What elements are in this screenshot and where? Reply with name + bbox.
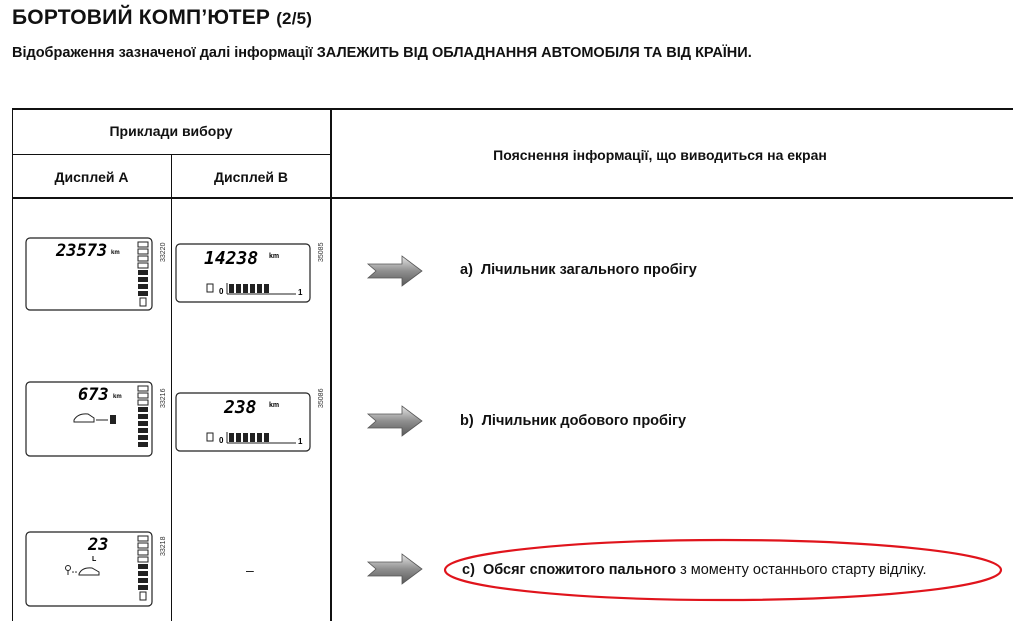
display-a-code: 33216 bbox=[160, 388, 167, 408]
arrow-icon bbox=[366, 404, 426, 438]
display-b-empty: – bbox=[246, 562, 254, 578]
row-prefix: b) bbox=[460, 413, 474, 429]
display-a-code: 33218 bbox=[160, 536, 167, 556]
row-label-total-odometer bbox=[460, 262, 697, 278]
table-top-border bbox=[12, 108, 1013, 110]
table-header-mid-line bbox=[12, 154, 331, 155]
gauge-max-label: 1 bbox=[298, 288, 303, 297]
display-b-unit: km bbox=[269, 402, 280, 409]
display-b-code: 35086 bbox=[318, 388, 325, 408]
display-a-fuel-consumed bbox=[22, 530, 162, 610]
table-header-bottom-line bbox=[12, 197, 1013, 199]
display-a-value: 673 bbox=[78, 385, 109, 405]
gauge-min-label: 0 bbox=[219, 287, 224, 296]
display-a-trip-odometer bbox=[22, 380, 162, 460]
row-label-bold: Лічильник добового пробігу bbox=[481, 413, 687, 429]
display-b-trip-odometer bbox=[174, 391, 314, 455]
table-divider-ab bbox=[171, 154, 172, 621]
display-b-code: 35085 bbox=[318, 242, 325, 262]
header-explanation: Пояснення інформації, що виводиться на екран bbox=[493, 147, 827, 163]
page-title bbox=[12, 6, 312, 30]
row-label-bold: Лічильник загального пробігу bbox=[480, 262, 697, 278]
display-b-unit: km bbox=[269, 253, 280, 260]
display-b-total-odometer bbox=[174, 242, 314, 306]
gauge-max-label: 1 bbox=[298, 437, 303, 446]
page-number: (2/5) bbox=[276, 9, 313, 28]
page-subtitle: Відображення зазначеної далі інформації ЗАЛЕЖИТЬ ВІД ОБЛАДНАННЯ АВТОМОБІЛЯ ТА ВІД КРАЇНИ. bbox=[12, 45, 752, 61]
table-divider-explanation bbox=[330, 108, 332, 621]
display-a-value: 23 bbox=[88, 535, 109, 555]
display-a-value: 23573 bbox=[56, 241, 108, 261]
display-a-unit: km bbox=[113, 394, 122, 400]
display-b-value: 14238 bbox=[204, 248, 259, 269]
display-a-total-odometer bbox=[22, 236, 162, 316]
row-label-trip-odometer bbox=[460, 413, 686, 429]
row-label-bold: Обсяг спожитого пального bbox=[482, 562, 677, 578]
gauge-min-label: 0 bbox=[219, 436, 224, 445]
header-examples: Приклади вибору bbox=[109, 123, 233, 139]
display-a-code: 33220 bbox=[160, 242, 167, 262]
arrow-icon bbox=[366, 552, 426, 586]
header-display-b: Дисплей B bbox=[214, 169, 288, 185]
display-a-unit: km bbox=[111, 250, 120, 256]
display-b-value: 238 bbox=[224, 397, 257, 418]
display-a-unit: L bbox=[92, 556, 97, 563]
page-title-text: БОРТОВИЙ КОМП’ЮТЕР bbox=[12, 6, 271, 29]
row-label-fuel-consumed bbox=[462, 562, 927, 578]
row-label-rest: з моменту останнього старту відліку. bbox=[676, 562, 927, 578]
header-display-a: Дисплей A bbox=[54, 169, 129, 185]
arrow-icon bbox=[366, 254, 426, 288]
row-prefix: a) bbox=[460, 262, 473, 278]
row-prefix: c) bbox=[462, 562, 475, 578]
